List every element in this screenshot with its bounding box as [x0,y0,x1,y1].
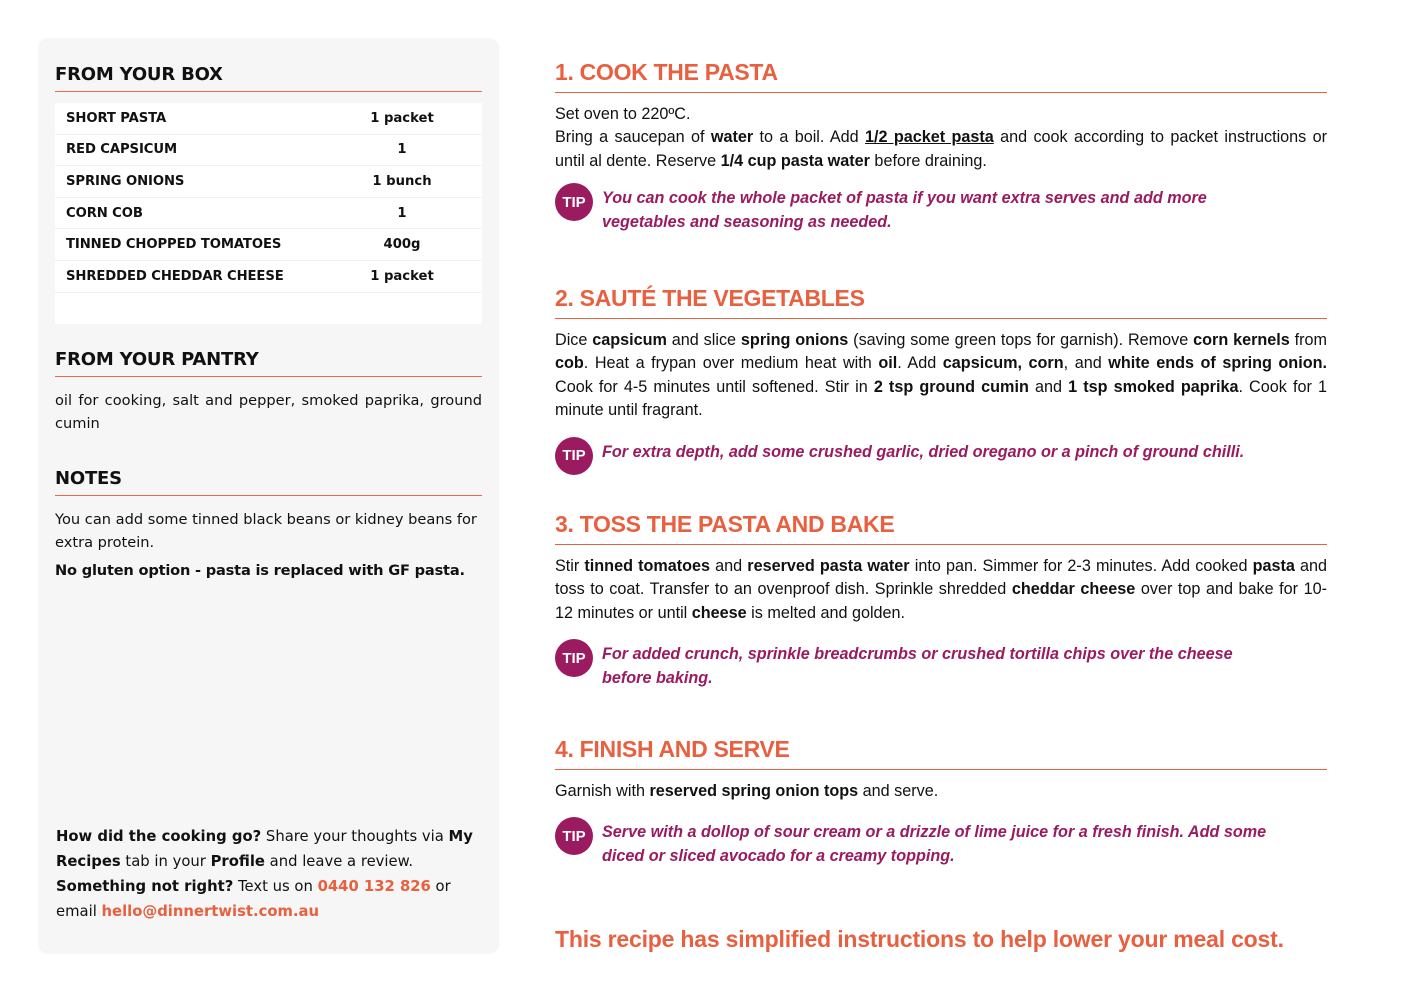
ingredient-qty: 1 [397,205,407,221]
support-text: Text us on [233,878,318,895]
support-text: or email [56,878,451,920]
step-1 [555,59,1327,234]
text: (saving some green tops for garnish). Remove [848,331,1194,349]
bold-text: white ends of spring onion. [1108,354,1327,373]
tip-text: For added crunch, sprinkle breadcrumbs or crushed tortilla chips over the cheese before baking. [602,645,1233,687]
text: Dice [555,331,593,349]
bold-text: tinned tomatoes [584,557,711,575]
bold-text: reserved spring onion tops [649,782,859,800]
tip-block [555,187,1327,234]
tip-block [555,441,1327,475]
ingredient-qty: 1 bunch [372,173,432,189]
bold-text: 1/4 cup pasta water [720,151,870,170]
table-row [55,198,482,230]
text: and [1028,377,1069,396]
bold-text: cheddar cheese [1011,580,1136,599]
bold-text: water [710,128,754,147]
from-your-box-section [55,64,482,324]
tip-icon: TIP [555,817,593,855]
text: and toss to coat. Transfer to an ovenproof dish. Sprinkle shredded [555,557,1327,599]
tip-icon: TIP [555,183,593,221]
text: Garnish with [555,782,650,800]
tip-block [555,643,1327,690]
tip-icon: TIP [555,437,593,475]
ingredient-name: CORN COB [66,205,143,221]
tip-text: For extra depth, add some crushed garlic, dried oregano or a pinch of ground chilli. [602,442,1245,461]
underlined-text: 1/2 packet pasta [865,128,994,147]
notes-text: You can add some tinned black beans or kidney beans for extra protein. [55,511,477,551]
feedback-text: Share your thoughts via [261,828,449,845]
step-instructions [555,780,1327,803]
gluten-free-note: No gluten option - pasta is replaced with GF pasta. [55,562,465,579]
ingredient-qty: 400g [383,237,421,253]
simplified-recipe-note: This recipe has simplified instructions to help lower your meal cost. [555,926,1284,952]
ingredient-qty: 1 [397,142,407,158]
text: to a boil. Add [753,128,865,147]
ingredient-qty: 1 packet [370,268,434,284]
text: . Add [897,354,943,373]
text: over top and bake for 10-12 minutes or until [555,580,1328,622]
text: before draining. [869,151,987,170]
feedback-text: and leave a review. [264,853,414,870]
text: Cook for 4-5 minutes until softened. Stir in [555,377,874,396]
feedback-block [56,824,486,924]
step-heading: 3. TOSS THE PASTA AND BAKE [555,511,1327,545]
table-row [55,135,482,167]
table-row [55,166,482,198]
bold-text: corn kernels [1193,331,1290,349]
ingredients-table [55,103,482,324]
ingredient-name: SPRING ONIONS [66,173,185,189]
step-3 [555,511,1327,690]
from-your-pantry-heading: FROM YOUR PANTRY [55,349,482,377]
email-link[interactable]: hello@dinnertwist.com.au [101,903,320,920]
tip-text: Serve with a dollop of sour cream or a drizzle of lime juice for a fresh finish. Add some diced or sliced avocado for a creamy topping. [602,823,1267,865]
table-row [55,229,482,261]
step-instructions [555,555,1327,625]
step-4 [555,736,1327,869]
bold-text: pasta [1252,557,1295,575]
sidebar-panel [38,38,499,954]
step-heading: 1. COOK THE PASTA [555,59,1327,93]
ingredient-qty: 1 packet [370,110,434,126]
bold-text: 2 tsp ground cumin [873,377,1029,396]
tip-icon: TIP [555,639,593,677]
text: Stir [555,557,585,575]
text: Bring a saucepan of [555,128,711,147]
text: from [1289,331,1328,349]
ingredient-name: SHREDDED CHEDDAR CHEESE [66,268,284,284]
phone-link[interactable]: 0440 132 826 [317,878,431,895]
support-question: Something not right? [56,878,234,895]
step-heading: 4. FINISH AND SERVE [555,736,1327,770]
from-your-pantry-section [55,349,482,435]
step-2 [555,285,1327,475]
tip-block [555,821,1327,868]
text: . Cook for 1 minute until fragrant. [555,377,1327,420]
text: and cook according to packet instructions or until al dente. Reserve [555,128,1327,170]
text: . Heat a frypan over medium heat with [583,354,879,373]
pantry-items-text: oil for cooking, salt and pepper, smoked paprika, ground cumin [55,392,482,432]
text: , and [1063,354,1109,373]
notes-heading: NOTES [55,468,482,496]
ingredient-name: SHORT PASTA [66,110,167,126]
oven-instruction: Set oven to 220ºC. [555,105,691,123]
feedback-text: tab in your [120,853,211,870]
table-row [55,261,482,293]
step-instructions [555,103,1327,173]
table-row [55,103,482,135]
from-your-box-heading: FROM YOUR BOX [55,64,482,92]
text: is melted and golden. [746,603,906,622]
notes-section [55,468,482,579]
bold-text: cob [555,354,584,373]
profile-label: Profile [210,853,265,870]
tip-text: You can cook the whole packet of pasta if you want extra serves and add more vegetables and seasoning as needed. [602,189,1207,231]
bold-text: 1 tsp smoked paprika [1068,377,1239,396]
step-heading: 2. SAUTÉ THE VEGETABLES [555,285,1327,319]
bold-text: spring onions [740,331,849,349]
text: and serve. [858,782,939,800]
my-recipes-label: My Recipes [56,828,473,870]
ingredient-name: RED CAPSICUM [66,142,177,158]
step-instructions [555,329,1327,423]
bold-text: reserved pasta water [747,557,910,575]
bold-text: cheese [691,603,747,622]
ingredient-name: TINNED CHOPPED TOMATOES [66,237,282,253]
text: and [710,557,748,575]
feedback-question: How did the cooking go? [56,828,262,845]
bold-text: capsicum [592,331,667,349]
bold-text: capsicum, corn [942,354,1064,373]
bold-text: oil [878,354,898,373]
text: and slice [666,331,741,349]
text: into pan. Simmer for 2-3 minutes. Add cooked [909,557,1253,575]
